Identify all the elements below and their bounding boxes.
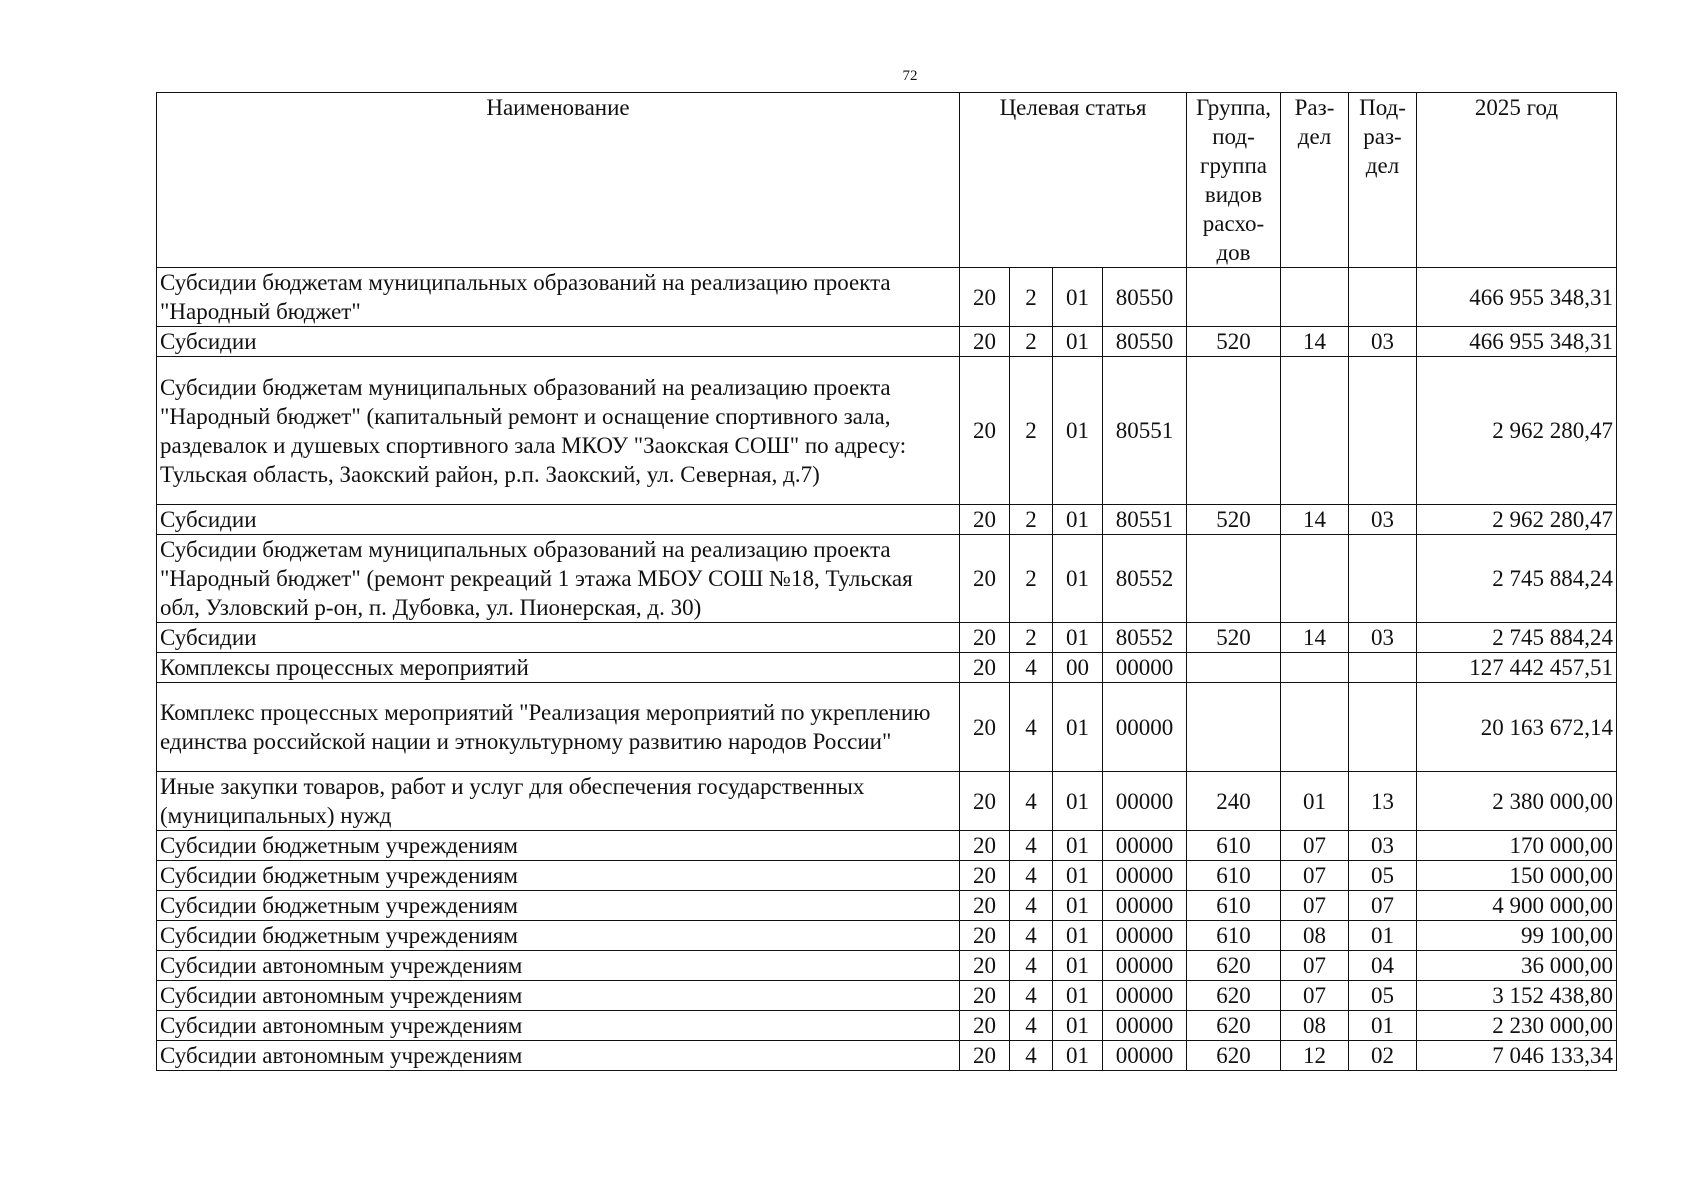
cell-code-complex: 01 (1053, 772, 1103, 831)
cell-code-type: 4 (1010, 1041, 1053, 1071)
cell-code-program: 20 (960, 981, 1010, 1011)
cell-group: 620 (1187, 1011, 1281, 1041)
cell-code-type: 4 (1010, 1011, 1053, 1041)
cell-code-complex: 01 (1053, 623, 1103, 653)
cell-code-program: 20 (960, 891, 1010, 921)
table-row (157, 683, 1617, 772)
cell-section (1281, 683, 1349, 772)
cell-code-direction: 00000 (1103, 683, 1187, 772)
cell-code-direction: 00000 (1103, 921, 1187, 951)
cell-group: 610 (1187, 921, 1281, 951)
cell-code-program: 20 (960, 505, 1010, 535)
cell-code-type: 4 (1010, 683, 1053, 772)
cell-amount: 20 163 672,14 (1417, 683, 1617, 772)
cell-subsection: 03 (1349, 505, 1417, 535)
cell-section: 14 (1281, 623, 1349, 653)
cell-code-program: 20 (960, 268, 1010, 327)
cell-amount: 466 955 348,31 (1417, 327, 1617, 357)
cell-group: 520 (1187, 505, 1281, 535)
cell-name: Комплексы процессных мероприятий (157, 653, 960, 683)
cell-subsection (1349, 653, 1417, 683)
cell-code-direction: 00000 (1103, 653, 1187, 683)
cell-code-direction: 80551 (1103, 505, 1187, 535)
cell-code-type: 4 (1010, 921, 1053, 951)
cell-name: Иные закупки товаров, работ и услуг для обеспечения государственных (муниципальных) нужд (157, 772, 960, 831)
cell-code-direction: 00000 (1103, 1041, 1187, 1071)
cell-code-direction: 00000 (1103, 772, 1187, 831)
cell-code-program: 20 (960, 653, 1010, 683)
cell-name: Субсидии автономным учреждениям (157, 951, 960, 981)
cell-section: 07 (1281, 861, 1349, 891)
cell-subsection: 03 (1349, 327, 1417, 357)
table-row (157, 535, 1617, 623)
cell-amount: 3 152 438,80 (1417, 981, 1617, 1011)
cell-name: Субсидии автономным учреждениям (157, 1011, 960, 1041)
cell-amount: 170 000,00 (1417, 831, 1617, 861)
cell-code-type: 4 (1010, 653, 1053, 683)
cell-name: Субсидии автономным учреждениям (157, 981, 960, 1011)
cell-code-complex: 01 (1053, 921, 1103, 951)
cell-code-direction: 00000 (1103, 951, 1187, 981)
table-row (157, 327, 1617, 357)
cell-subsection: 04 (1349, 951, 1417, 981)
cell-amount: 127 442 457,51 (1417, 653, 1617, 683)
cell-name: Субсидии бюджетным учреждениям (157, 831, 960, 861)
cell-code-direction: 00000 (1103, 1011, 1187, 1041)
cell-amount: 99 100,00 (1417, 921, 1617, 951)
cell-group (1187, 683, 1281, 772)
cell-subsection (1349, 268, 1417, 327)
header-row (157, 93, 1617, 268)
table-row (157, 268, 1617, 327)
cell-subsection: 01 (1349, 921, 1417, 951)
header-section: Раз-дел (1281, 93, 1349, 268)
cell-section: 07 (1281, 831, 1349, 861)
cell-section (1281, 535, 1349, 623)
cell-code-program: 20 (960, 861, 1010, 891)
cell-name: Субсидии (157, 623, 960, 653)
cell-code-complex: 01 (1053, 861, 1103, 891)
cell-section: 14 (1281, 505, 1349, 535)
cell-group: 520 (1187, 327, 1281, 357)
cell-group: 620 (1187, 981, 1281, 1011)
page-number: 72 (902, 68, 918, 84)
cell-code-direction: 80550 (1103, 327, 1187, 357)
cell-code-program: 20 (960, 1011, 1010, 1041)
table-row (157, 1041, 1617, 1071)
table-row (157, 891, 1617, 921)
table-row (157, 831, 1617, 861)
cell-section: 12 (1281, 1041, 1349, 1071)
cell-name: Субсидии бюджетным учреждениям (157, 921, 960, 951)
table-row (157, 861, 1617, 891)
cell-code-type: 4 (1010, 981, 1053, 1011)
cell-group (1187, 357, 1281, 505)
table-row (157, 921, 1617, 951)
cell-code-complex: 01 (1053, 535, 1103, 623)
cell-subsection (1349, 683, 1417, 772)
cell-code-type: 4 (1010, 951, 1053, 981)
cell-name: Субсидии бюджетным учреждениям (157, 891, 960, 921)
cell-group (1187, 535, 1281, 623)
cell-amount: 2 745 884,24 (1417, 623, 1617, 653)
cell-section: 07 (1281, 951, 1349, 981)
table-row (157, 1011, 1617, 1041)
cell-name: Субсидии бюджетным учреждениям (157, 861, 960, 891)
header-group: Группа, под-группа видов расхо-дов (1187, 93, 1281, 268)
header-name: Наименование (157, 93, 960, 268)
cell-code-program: 20 (960, 623, 1010, 653)
table-row (157, 772, 1617, 831)
cell-amount: 7 046 133,34 (1417, 1041, 1617, 1071)
cell-subsection: 01 (1349, 1011, 1417, 1041)
cell-code-type: 2 (1010, 535, 1053, 623)
cell-code-direction: 00000 (1103, 831, 1187, 861)
cell-subsection: 03 (1349, 623, 1417, 653)
cell-section: 07 (1281, 891, 1349, 921)
cell-code-direction: 80552 (1103, 623, 1187, 653)
cell-code-program: 20 (960, 772, 1010, 831)
table-row (157, 951, 1617, 981)
cell-section: 08 (1281, 1011, 1349, 1041)
cell-section (1281, 357, 1349, 505)
cell-code-type: 4 (1010, 861, 1053, 891)
budget-table (156, 92, 1617, 1071)
cell-name: Субсидии (157, 505, 960, 535)
cell-code-program: 20 (960, 683, 1010, 772)
cell-code-complex: 01 (1053, 891, 1103, 921)
cell-code-type: 2 (1010, 623, 1053, 653)
cell-name: Субсидии бюджетам муниципальных образований на реализацию проекта "Народный бюджет" (157, 268, 960, 327)
cell-code-program: 20 (960, 535, 1010, 623)
cell-amount: 2 962 280,47 (1417, 505, 1617, 535)
cell-code-type: 2 (1010, 268, 1053, 327)
table-row (157, 981, 1617, 1011)
cell-section (1281, 268, 1349, 327)
cell-name: Комплекс процессных мероприятий "Реализация мероприятий по укреплению единства российской нации и этнокультурному развитию народов России" (157, 683, 960, 772)
cell-code-complex: 01 (1053, 981, 1103, 1011)
cell-subsection: 02 (1349, 1041, 1417, 1071)
table-row (157, 357, 1617, 505)
cell-section: 01 (1281, 772, 1349, 831)
cell-code-complex: 00 (1053, 653, 1103, 683)
cell-code-direction: 80550 (1103, 268, 1187, 327)
cell-group (1187, 653, 1281, 683)
cell-amount: 36 000,00 (1417, 951, 1617, 981)
cell-subsection: 05 (1349, 981, 1417, 1011)
cell-code-program: 20 (960, 951, 1010, 981)
cell-code-program: 20 (960, 327, 1010, 357)
cell-group: 610 (1187, 891, 1281, 921)
cell-section: 14 (1281, 327, 1349, 357)
cell-code-type: 2 (1010, 505, 1053, 535)
cell-code-program: 20 (960, 1041, 1010, 1071)
cell-code-complex: 01 (1053, 1041, 1103, 1071)
cell-amount: 2 380 000,00 (1417, 772, 1617, 831)
table-row (157, 653, 1617, 683)
cell-subsection: 03 (1349, 831, 1417, 861)
cell-code-complex: 01 (1053, 505, 1103, 535)
header-year: 2025 год (1417, 93, 1617, 268)
cell-code-complex: 01 (1053, 683, 1103, 772)
table-row (157, 623, 1617, 653)
cell-amount: 2 962 280,47 (1417, 357, 1617, 505)
cell-group: 610 (1187, 861, 1281, 891)
cell-code-direction: 80552 (1103, 535, 1187, 623)
table-row (157, 505, 1617, 535)
cell-code-direction: 00000 (1103, 981, 1187, 1011)
cell-amount: 2 745 884,24 (1417, 535, 1617, 623)
cell-amount: 150 000,00 (1417, 861, 1617, 891)
cell-group: 610 (1187, 831, 1281, 861)
cell-code-complex: 01 (1053, 268, 1103, 327)
cell-group (1187, 268, 1281, 327)
cell-code-type: 4 (1010, 772, 1053, 831)
cell-code-complex: 01 (1053, 951, 1103, 981)
cell-amount: 2 230 000,00 (1417, 1011, 1617, 1041)
cell-name: Субсидии бюджетам муниципальных образований на реализацию проекта "Народный бюджет" (капитальный ремонт и оснащение спортивного зала, раздевалок и душевых спортивного зала МКОУ "Заокская СОШ" по адресу: Тульская область, Заокский район, р.п. Заокский, ул. Северная, д.7) (157, 357, 960, 505)
cell-name: Субсидии (157, 327, 960, 357)
cell-amount: 4 900 000,00 (1417, 891, 1617, 921)
cell-code-direction: 00000 (1103, 861, 1187, 891)
cell-subsection (1349, 535, 1417, 623)
cell-code-program: 20 (960, 831, 1010, 861)
cell-code-type: 4 (1010, 831, 1053, 861)
cell-code-complex: 01 (1053, 357, 1103, 505)
header-target-article: Целевая статья (960, 93, 1187, 268)
cell-code-complex: 01 (1053, 1011, 1103, 1041)
cell-code-program: 20 (960, 921, 1010, 951)
cell-name: Субсидии автономным учреждениям (157, 1041, 960, 1071)
cell-name: Субсидии бюджетам муниципальных образований на реализацию проекта "Народный бюджет" (ремонт рекреаций 1 этажа МБОУ СОШ №18, Тульская обл, Узловский р-он, п. Дубовка, ул. Пионерская, д. 30) (157, 535, 960, 623)
cell-subsection (1349, 357, 1417, 505)
cell-code-type: 2 (1010, 327, 1053, 357)
header-subsection: Под-раз-дел (1349, 93, 1417, 268)
cell-section: 08 (1281, 921, 1349, 951)
cell-code-type: 2 (1010, 357, 1053, 505)
cell-code-direction: 80551 (1103, 357, 1187, 505)
cell-section (1281, 653, 1349, 683)
cell-subsection: 07 (1349, 891, 1417, 921)
cell-group: 520 (1187, 623, 1281, 653)
cell-group: 240 (1187, 772, 1281, 831)
cell-code-type: 4 (1010, 891, 1053, 921)
cell-code-complex: 01 (1053, 831, 1103, 861)
cell-code-complex: 01 (1053, 327, 1103, 357)
cell-code-program: 20 (960, 357, 1010, 505)
cell-code-direction: 00000 (1103, 891, 1187, 921)
cell-section: 07 (1281, 981, 1349, 1011)
cell-subsection: 13 (1349, 772, 1417, 831)
cell-subsection: 05 (1349, 861, 1417, 891)
cell-amount: 466 955 348,31 (1417, 268, 1617, 327)
cell-group: 620 (1187, 951, 1281, 981)
cell-group: 620 (1187, 1041, 1281, 1071)
